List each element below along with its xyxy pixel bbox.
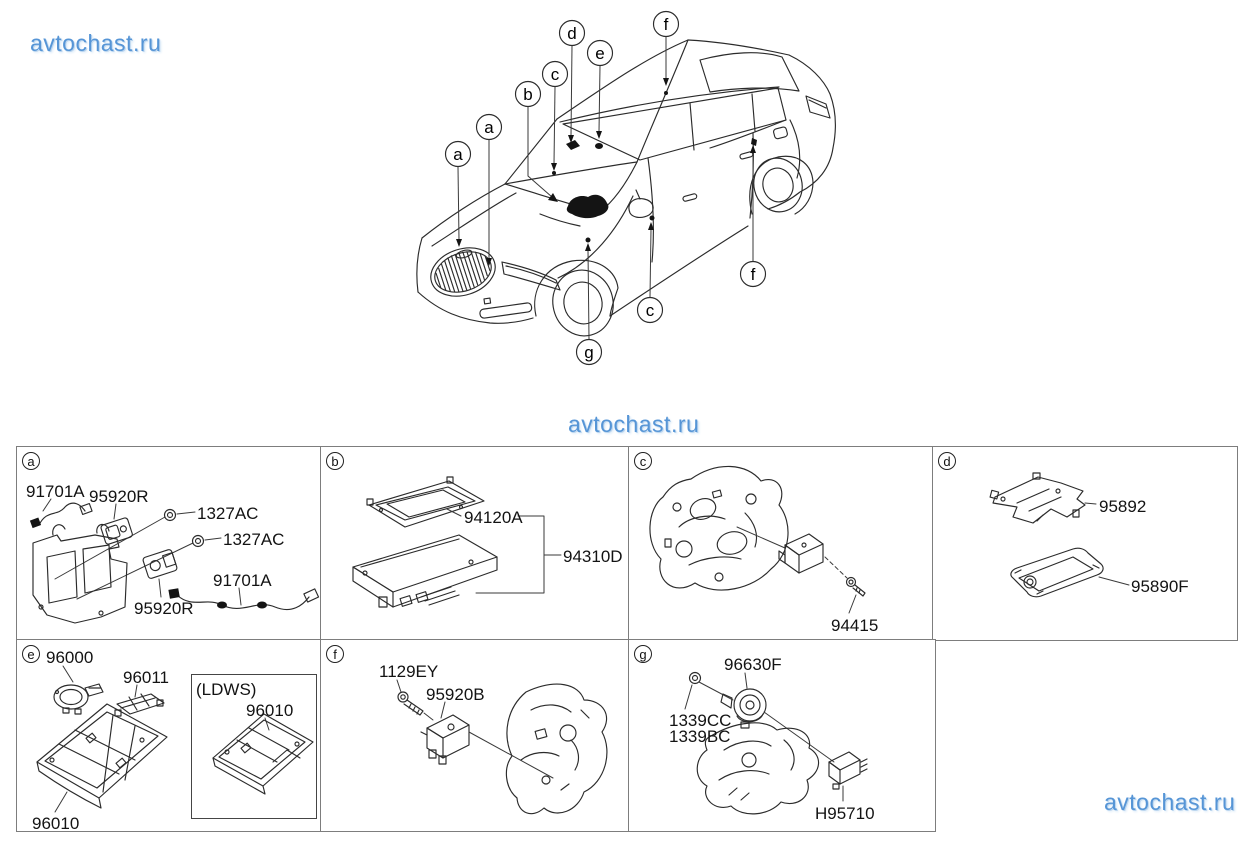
cell-d-letter: d [938,452,956,470]
part-label: 95920B [426,685,485,704]
part-label: (LDWS) [196,680,257,699]
part-label: 95920R [134,599,194,618]
callout-b [516,82,559,203]
part-label: 94310D [563,547,623,566]
cell-e [16,639,322,832]
part-label: 95920R [89,487,149,506]
part-label: 91701A [26,482,85,501]
cell-c-letter: c [634,452,652,470]
sensor-mark-g-fender [586,238,591,243]
svg-text:d: d [567,24,577,43]
cell-c [628,446,934,641]
part-label: H95710 [815,804,875,823]
cell-b-sketch [321,447,628,639]
callout-a-2 [477,115,502,267]
callout-c-1 [543,62,568,172]
hud-unit-blob [567,195,609,218]
cell-a-letter: a [22,452,40,470]
cell-a [16,446,322,641]
cell-g [628,639,936,832]
part-label: 1327AC [223,530,285,549]
sensor-mark-d [566,140,580,150]
part-label: 94120A [464,508,523,527]
part-label: 1129EY [379,662,439,681]
sensor-mark-c-door [650,216,655,221]
watermark-bottom-right: avtochast.ru [1104,789,1236,815]
svg-text:b: b [523,85,533,104]
part-label: 1327AC [197,504,259,523]
part-label: 91701A [213,571,272,590]
sensor-mark-f-roof [664,91,668,95]
svg-text:g: g [584,343,594,362]
part-label: 95890F [1131,577,1189,596]
cell-d-sketch [933,447,1236,639]
watermark-center: avtochast.ru [568,411,700,437]
callout-c-2 [638,222,663,323]
cell-d [932,446,1238,641]
callout-a-1 [446,142,471,248]
part-label: 1339BC [669,727,731,746]
cell-f-sketch [321,640,628,830]
cell-c-sketch [629,447,932,639]
watermark-top-left: avtochast.ru [30,30,162,56]
cell-f-letter: f [326,645,344,663]
cell-b-letter: b [326,452,344,470]
svg-text:c: c [550,65,560,84]
svg-text:a: a [484,118,494,137]
part-label: 96630F [724,655,782,674]
car-illustration [395,8,855,390]
sensor-mark-e [595,143,603,149]
part-label: 96000 [46,648,94,667]
part-label: 96010 [246,701,294,720]
callout-f-1 [654,12,679,87]
svg-text:f: f [750,265,756,284]
part-label: 94415 [831,616,879,635]
cell-g-letter: g [634,645,652,663]
svg-text:f: f [663,15,669,34]
part-label: 96010 [32,814,80,833]
part-label: 96011 [123,668,170,687]
callout-f-2 [741,145,766,287]
svg-text:a: a [453,145,463,164]
cell-b [320,446,630,641]
sensor-mark-f-door [751,138,757,146]
svg-text:e: e [595,44,605,63]
cell-e-letter: e [22,645,40,663]
cell-f [320,639,630,832]
part-label: 95892 [1099,497,1147,516]
part-label: 1339CC [669,711,732,730]
svg-text:c: c [645,301,655,320]
sensor-mark-c-dash [552,171,556,175]
callout-e [588,41,613,140]
